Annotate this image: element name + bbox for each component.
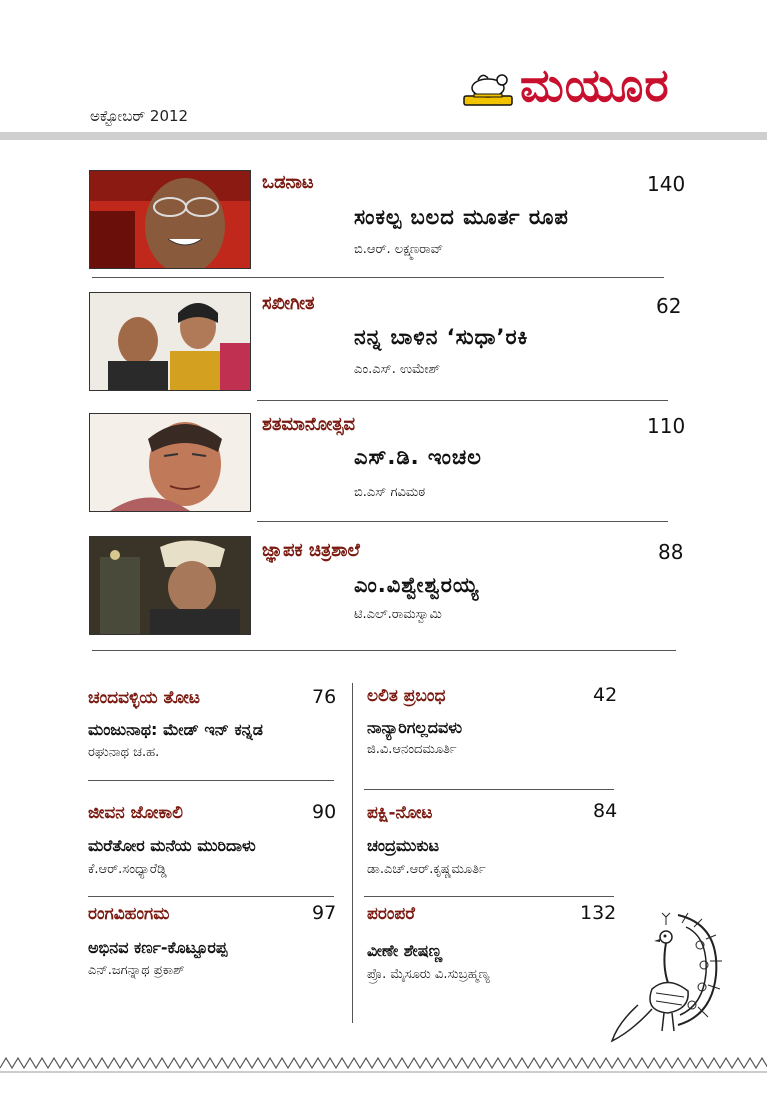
feature-category: ಶತಮಾನೋತ್ಸವ xyxy=(262,414,356,435)
feature-category: ಜ್ಞಾಪಕ ಚಿತ್ರಶಾಲೆ xyxy=(262,540,360,561)
item-category: ಪರಂಪರೆ xyxy=(367,904,415,924)
feature-title: ನನ್ನ ಬಾಳಿನ ‘ಸುಧಾ’ರಕಿ xyxy=(354,325,529,349)
item-author: ರಘುನಾಥ ಚ.ಹ. xyxy=(88,745,160,760)
feature-photo-1 xyxy=(89,170,251,269)
feature-author: ಎಂ.ಎಸ್. ಉಮೇಶ್ xyxy=(354,362,440,377)
feature-author: ಬಿ.ಎಸ್ ಗವಿಮಠ xyxy=(354,485,426,500)
feature-title: ಸಂಕಲ್ಪ ಬಲದ ಮೂರ್ತ ರೂಪ xyxy=(354,205,569,229)
item-author: ಕೆ.ಆರ್.ಸಂಧ್ಯಾರೆಡ್ಡಿ xyxy=(88,862,167,877)
item-title: ಮಂಜುನಾಥ: ಮೇಡ್ ಇನ್ ಕನ್ನಡ xyxy=(88,720,263,739)
item-page-number: 90 xyxy=(312,801,337,823)
item-author: ಜಿ.ವಿ.ಆನಂದಮೂರ್ತಿ xyxy=(367,742,457,757)
peacock-illustration xyxy=(608,905,728,1045)
header-bar xyxy=(0,132,767,140)
feature-page-number: 62 xyxy=(656,294,682,318)
feature-photo-4 xyxy=(89,536,251,635)
item-page-number: 84 xyxy=(593,800,618,822)
item-title: ವೀಣೇ ಶೇಷಣ್ಣ xyxy=(367,941,443,960)
item-category: ರಂಗವಿಹಂಗಮ xyxy=(88,904,170,924)
item-title: ನಾನ್ಯಾರಿಗಲ್ಲದವಳು xyxy=(367,718,463,737)
separator xyxy=(92,650,676,651)
item-title: ಮರೆತೋರ ಮನೆಯ ಮುರಿದಾಳು xyxy=(88,836,256,855)
item-author: ಡಾ.ಎಚ್.ಆರ್.ಕೃಷ್ಣಮೂರ್ತಿ xyxy=(367,862,486,877)
masthead-title: ಮಯೂರ xyxy=(520,58,670,112)
feature-page-number: 140 xyxy=(647,172,686,196)
item-page-number: 97 xyxy=(312,902,337,924)
feature-page-number: 110 xyxy=(647,414,686,438)
item-author: ಪ್ರೊ. ಮೈಸೂರು ವಿ.ಸುಬ್ರಹ್ಮಣ್ಯ xyxy=(367,967,490,982)
feature-category: ಒಡನಾಟ xyxy=(262,172,314,193)
item-author: ಎನ್.ಜಗನ್ನಾಥ ಪ್ರಕಾಶ್ xyxy=(88,963,185,978)
feature-author: ಟಿ.ಎಲ್.ರಾಮಸ್ವಾಮಿ xyxy=(354,607,442,622)
feature-photo-2 xyxy=(89,292,251,391)
feature-photo-3 xyxy=(89,413,251,512)
separator xyxy=(88,780,334,781)
separator xyxy=(88,896,334,897)
separator xyxy=(257,400,668,401)
feature-title: ಎಸ್.ಡಿ. ಇಂಚಲ xyxy=(354,445,482,469)
item-title: ಅಭಿನವ ಕರ್ಣ-ಕೊಟ್ಟೂರಪ್ಪ xyxy=(88,938,228,957)
separator xyxy=(257,521,668,522)
column-divider xyxy=(352,683,353,1023)
feature-author: ಬಿ.ಆರ್. ಲಕ್ಷ್ಮಣರಾವ್ xyxy=(354,242,444,257)
feature-category: ಸಖೀಗೀತ xyxy=(262,293,315,314)
zigzag-border-icon xyxy=(0,1052,767,1074)
separator xyxy=(364,896,614,897)
item-category: ಜೀವನ ಜೋಕಾಲಿ xyxy=(88,803,183,823)
item-title: ಚಂದ್ರಮುಕುಟ xyxy=(367,836,440,855)
feature-page-number: 88 xyxy=(658,540,684,564)
separator xyxy=(92,277,664,278)
item-category: ಲಲಿತ ಪ್ರಬಂಧ xyxy=(367,686,446,706)
item-page-number: 42 xyxy=(593,684,618,706)
issue-date: ಅಕ್ಟೋಬರ್ 2012 xyxy=(90,107,189,125)
item-page-number: 76 xyxy=(312,686,337,708)
feature-title: ಎಂ.ವಿಶ್ವೇಶ್ವರಯ್ಯ xyxy=(354,573,480,597)
separator xyxy=(364,789,614,790)
item-page-number: 132 xyxy=(580,902,617,924)
nandi-bull-icon xyxy=(462,68,514,108)
item-category: ಪಕ್ಷಿ-ನೋಟ xyxy=(367,803,433,823)
item-category: ಚಂದವಳ್ಳಿಯ ತೋಟ xyxy=(88,688,201,708)
